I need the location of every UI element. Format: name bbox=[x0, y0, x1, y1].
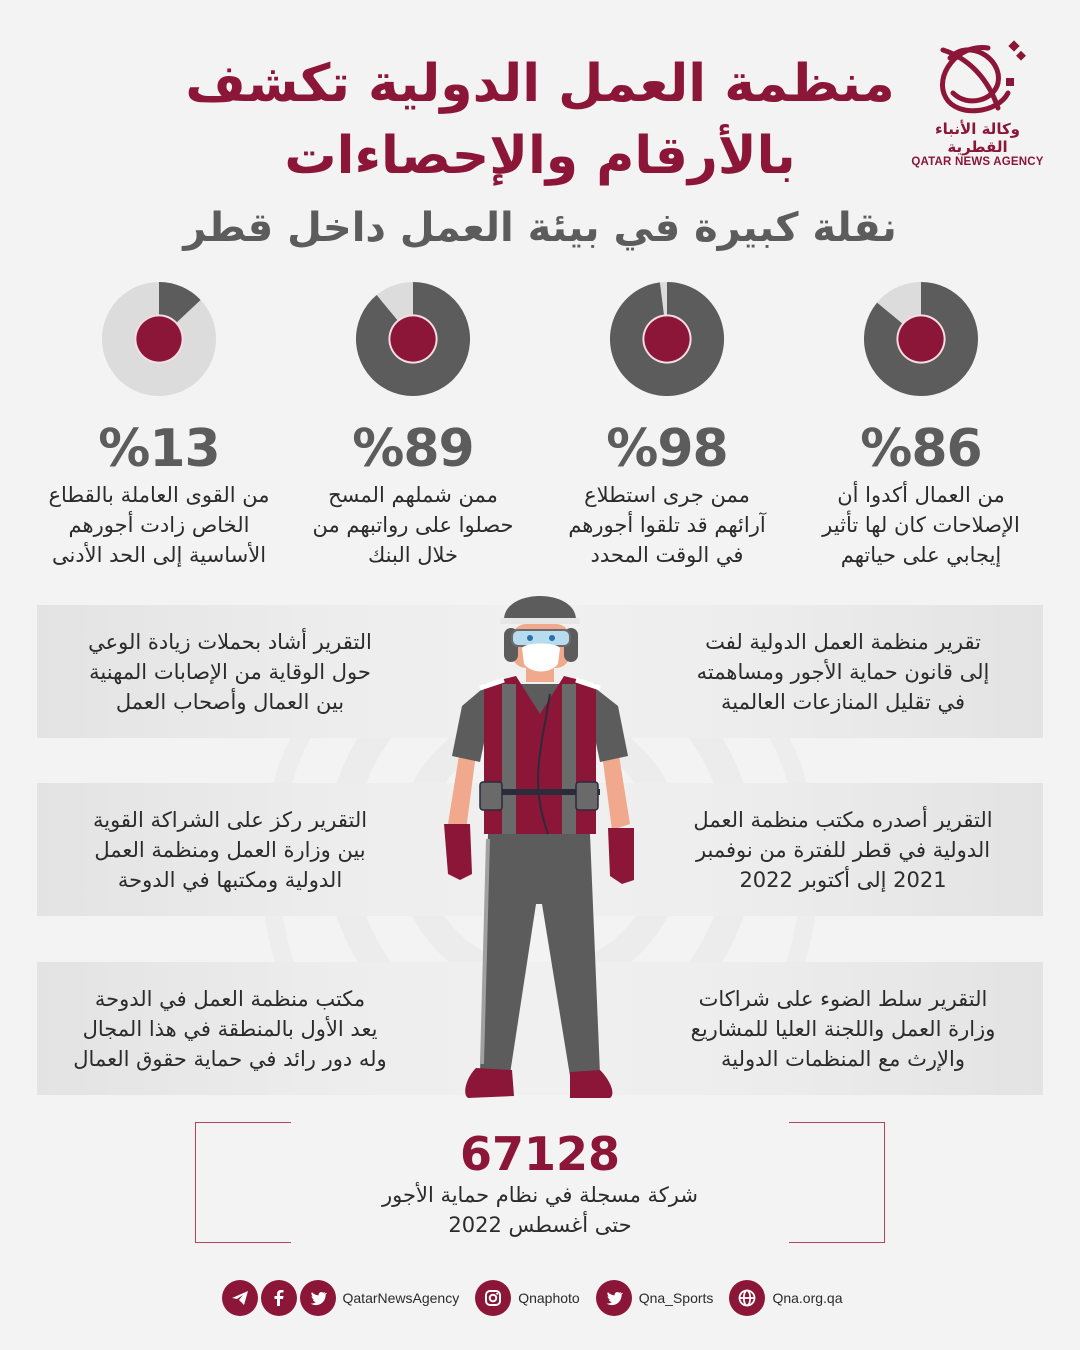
donut-chart-icon bbox=[862, 280, 980, 398]
stat-line: آرائهم قد تلقوا أجورهم bbox=[568, 513, 766, 537]
info-text-doha-office: مكتب منظمة العمل في الدوحة يعد الأول بالمنطقة في هذا المجال وله دور رائد في حماية حقوق العمال bbox=[73, 986, 387, 1071]
stat-line: الخاص زادت أجورهم bbox=[68, 513, 250, 537]
website-link[interactable]: Qna.org.qa bbox=[772, 1290, 843, 1306]
social-group-website bbox=[729, 1280, 858, 1316]
stat-percentage: %86 bbox=[860, 419, 982, 479]
stat-line: الإصلاحات كان لها تأثير bbox=[822, 513, 1020, 537]
qna-logo bbox=[905, 38, 1050, 168]
stat-line: من العمال أكدوا أن bbox=[837, 483, 1005, 507]
stat-description bbox=[540, 480, 794, 570]
stat-card-89 bbox=[286, 280, 540, 570]
title-line-2: بالأرقام والإحصاءات bbox=[284, 126, 796, 186]
bracket-right bbox=[789, 1122, 885, 1243]
info-text-report-period: التقرير أصدره مكتب منظمة العمل الدولية في قطر للفترة من نوفمبر 2021 إلى أكتوبر 2022 bbox=[693, 807, 993, 892]
social-handle[interactable]: Qna_Sports bbox=[638, 1290, 714, 1306]
social-group-qatarnewsagency bbox=[222, 1280, 476, 1316]
info-text-wage-protection: تقرير منظمة العمل الدولية لفت إلى قانون حماية الأجور ومساهمته في تقليل المنازعات العالمية bbox=[696, 629, 990, 714]
stat-card-98 bbox=[540, 280, 794, 570]
info-text-awareness-campaigns: التقرير أشاد بحملات زيادة الوعي حول الوقاية من الإصابات المهنية بين العمال وأصحاب العمل bbox=[88, 629, 372, 714]
stat-percentage: %98 bbox=[606, 419, 728, 479]
stat-description bbox=[794, 480, 1048, 570]
stat-line: ممن شملهم المسح bbox=[328, 483, 498, 507]
donut-chart-icon bbox=[608, 280, 726, 398]
stat-description bbox=[32, 480, 286, 570]
page-title bbox=[160, 48, 920, 192]
stat-description bbox=[286, 480, 540, 570]
twitter-icon[interactable] bbox=[596, 1280, 632, 1316]
social-group-qna-sports bbox=[596, 1280, 730, 1316]
registered-companies-description: شركة مسجلة في نظام حماية الأجور حتى أغسطس 2022 bbox=[382, 1183, 698, 1237]
stat-line: في الوقت المحدد bbox=[590, 543, 744, 567]
stat-line: حصلوا على رواتبهم من bbox=[312, 513, 514, 537]
social-handle[interactable]: QatarNewsAgency bbox=[342, 1290, 460, 1306]
social-footer bbox=[0, 1278, 1080, 1318]
stat-line: خلال البنك bbox=[367, 543, 459, 567]
stat-card-13 bbox=[32, 280, 286, 570]
twitter-icon[interactable] bbox=[300, 1280, 336, 1316]
social-handle[interactable]: Qnaphoto bbox=[518, 1290, 580, 1306]
bracket-left bbox=[195, 1122, 291, 1243]
facebook-icon[interactable] bbox=[261, 1280, 297, 1316]
logo-arabic-name: وكالة الأنباء القطرية bbox=[935, 120, 1020, 156]
stat-card-86 bbox=[794, 280, 1048, 570]
instagram-icon[interactable] bbox=[475, 1280, 511, 1316]
qna-emblem-icon bbox=[928, 38, 1028, 120]
info-text-partnerships: التقرير سلط الضوء على شراكات وزارة العمل واللجنة العليا للمشاريع والإرث مع المنظمات الدولية bbox=[690, 986, 996, 1071]
stat-line: ممن جرى استطلاع bbox=[584, 483, 750, 507]
info-text-strong-partnership: التقرير ركز على الشراكة القوية بين وزارة العمل ومنظمة العمل الدولية ومكتبها في الدوحة bbox=[92, 807, 368, 892]
stat-line: من القوى العاملة بالقطاع bbox=[48, 483, 270, 507]
telegram-icon[interactable] bbox=[222, 1280, 258, 1316]
globe-icon[interactable] bbox=[729, 1280, 765, 1316]
social-group-qnaphoto bbox=[475, 1280, 596, 1316]
worker-illustration-icon bbox=[430, 584, 650, 1114]
logo-english-name: QATAR NEWS AGENCY bbox=[911, 156, 1044, 168]
page-subtitle: نقلة كبيرة في بيئة العمل داخل قطر bbox=[183, 205, 897, 251]
registered-companies-count: 67128 bbox=[459, 1127, 621, 1181]
stat-percentage: %89 bbox=[352, 419, 474, 479]
donut-chart-icon bbox=[100, 280, 218, 398]
stat-line: الأساسية إلى الحد الأدنى bbox=[51, 543, 267, 567]
title-line-1: منظمة العمل الدولية تكشف bbox=[185, 54, 895, 114]
stat-percentage: %13 bbox=[98, 419, 220, 479]
stat-line: إيجابي على حياتهم bbox=[840, 543, 1002, 567]
donut-chart-icon bbox=[354, 280, 472, 398]
